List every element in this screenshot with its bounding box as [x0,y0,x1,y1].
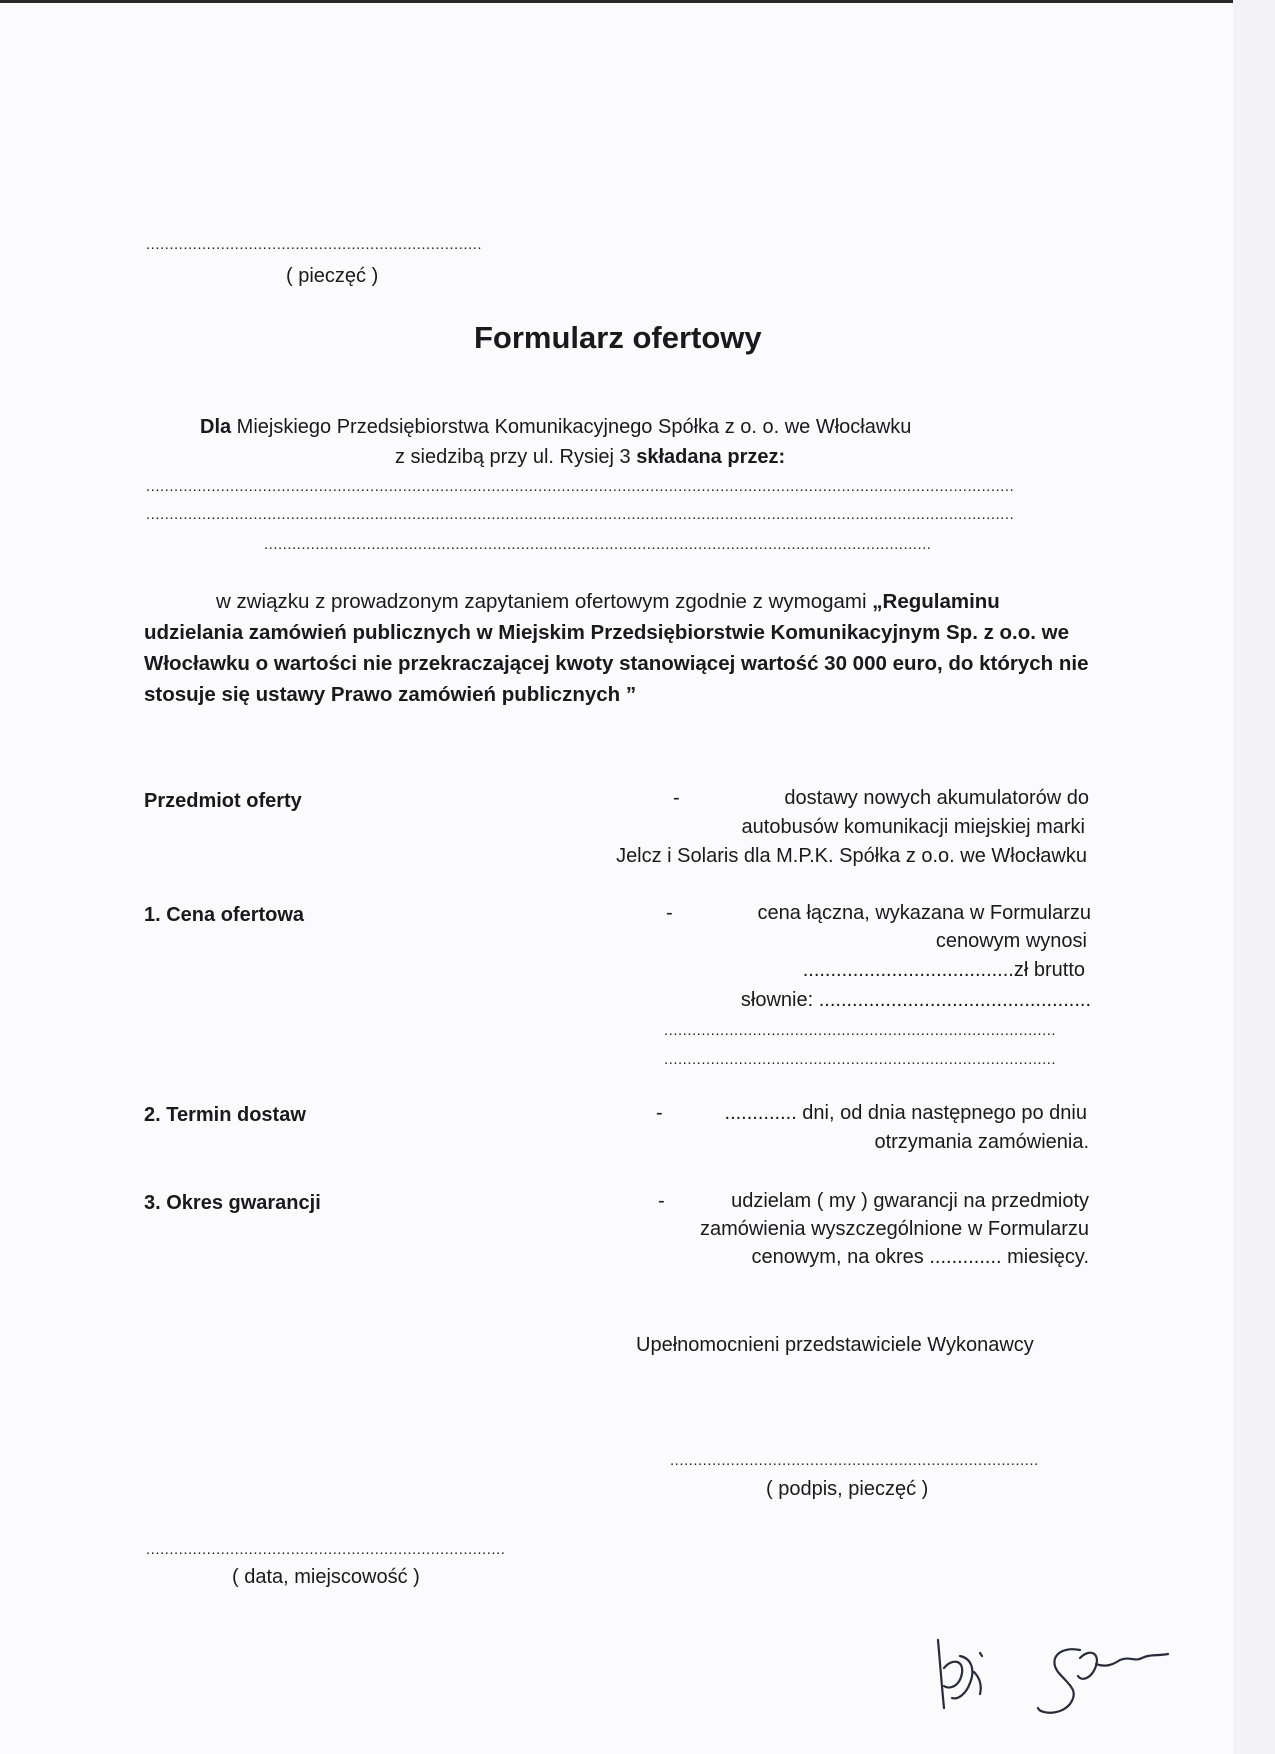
scan-edge-right [1233,0,1275,1754]
addressee-line-2-text: z siedzibą przy ul. Rysiej 3 [395,446,637,468]
delivery-label: 2. Termin dostaw [144,1104,306,1126]
price-line-4: słownie: ................................................. [740,989,1091,1011]
representatives-label: Upełnomocnieni przedstawiciele Wykonawcy [636,1334,1034,1356]
addressee-submitted-by: składana przez: [636,446,786,468]
intro-bold-rest: udzielania zamówień publicznych w Miejskim Przedsiębiorstwie Komunikacyjnym Sp. z o.o. we Włocławku o wartości nie przekraczającej kwoty stanowiącej wartość 30 000 euro, do których nie stosuje się ustawy Prawo zamówień publicznych ” [144,621,1089,706]
price-words-dots-1: .................................................................................... [664,1022,1057,1039]
bidder-dots-2: .......................................................................................................................................................................................... [146,506,1015,523]
stamp-label: ( pieczęć ) [286,265,379,287]
scan-edge-top [0,0,1275,3]
subject-label: Przedmiot oferty [144,790,302,812]
subject-dash: - [673,787,680,809]
warranty-dash: - [658,1190,665,1212]
bidder-dots-1: .......................................................................................................................................................................................... [146,478,1015,495]
warranty-line-2: zamówienia wyszczególnione w Formularzu [699,1218,1089,1240]
intro-bold-start: „Regulaminu [872,590,1000,613]
delivery-line-2: otrzymania zamówienia. [874,1131,1089,1153]
price-line-1: cena łączna, wykazana w Formularzu [757,902,1091,924]
addressee-dla: Dla [200,416,232,438]
delivery-line-1: ............. dni, od dnia następnego po dniu [724,1102,1087,1124]
date-place-label: ( data, miejscowość ) [232,1566,420,1588]
subject-line-2: autobusów komunikacji miejskiej marki [741,816,1085,838]
price-line-3: ......................................zł brutto [802,959,1085,981]
intro-paragraph [144,586,1092,710]
intro-normal: w związku z prowadzonym zapytaniem ofertowym zgodnie z wymogami [216,590,873,613]
date-place-dots: ............................................................................. [146,1541,506,1558]
bidder-dots-3: ............................................................................................................................................... [264,536,932,553]
signature-label: ( podpis, pieczęć ) [766,1478,929,1500]
signature-dots: ............................................................................... [670,1452,1039,1469]
subject-line-3: Jelcz i Solaris dla M.P.K. Spółka z o.o. we Włocławku [616,845,1087,867]
warranty-line-1: udzielam ( my ) gwarancji na przedmioty [731,1190,1089,1212]
page-title: Formularz ofertowy [474,320,762,355]
subject-line-1: dostawy nowych akumulatorów do [784,787,1089,809]
handwritten-initials [930,1628,1190,1723]
price-dash: - [666,902,673,924]
price-words-dots-2: .................................................................................... [664,1051,1057,1068]
price-label: 1. Cena ofertowa [144,904,305,926]
delivery-dash: - [656,1102,663,1124]
stamp-dots: ........................................................................ [146,236,483,253]
warranty-line-3: cenowym, na okres ............. miesięcy. [751,1246,1089,1268]
warranty-label: 3. Okres gwarancji [144,1192,321,1214]
addressee-line-1-text: Miejskiego Przedsiębiorstwa Komunikacyjnego Spółka z o. o. we Włocławku [231,416,912,438]
addressee-line-2 [395,446,785,469]
addressee-line-1 [200,416,911,439]
price-line-2: cenowym wynosi [935,930,1087,952]
